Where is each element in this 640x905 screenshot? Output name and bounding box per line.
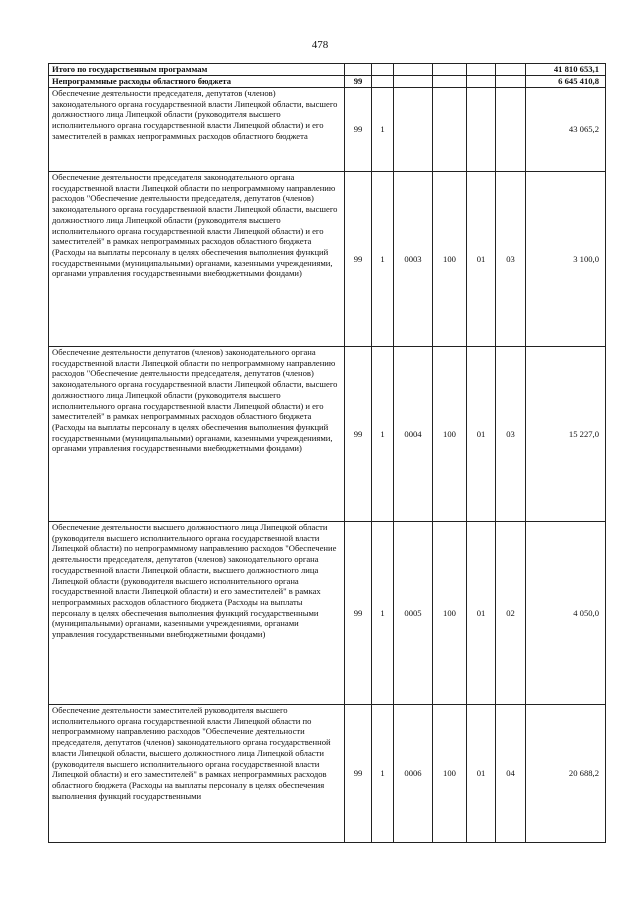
direction-code-cell xyxy=(394,88,433,172)
expense-type-cell: 100 xyxy=(433,347,467,522)
subprogram-code-cell: 1 xyxy=(372,88,394,172)
table-row xyxy=(49,705,606,843)
subsection-cell: 03 xyxy=(496,172,526,347)
program-code-cell: 99 xyxy=(345,88,372,172)
description-cell: Обеспечение деятельности депутатов (членов) законодательного органа государственной власти Липецкой области по непрограммному направлению расходов "Обеспечение деятельности председателя, депутатов (членов) законодательного органа государственной власти Липецкой области, высшего должностного лица Липецкой области (руководителя высшего исполнительного органа государственной власти Липецкой области) и его заместителей" в рамках непрограммных расходов областного бюджета (Расходы на выплаты персоналу в целях обеспечения выполнения функций государственными (муниципальными) органами, казенными учреждениями, органами управления государственными внебюджетными фондами) xyxy=(49,347,345,522)
subsection-cell: 03 xyxy=(496,347,526,522)
direction-code-cell: 0004 xyxy=(394,347,433,522)
subprogram-code-cell: 1 xyxy=(372,522,394,705)
summary-label: Итого по государственным программам xyxy=(49,64,345,76)
amount-cell: 20 688,2 xyxy=(526,705,606,843)
amount-cell: 41 810 653,1 xyxy=(526,64,606,76)
description-cell: Обеспечение деятельности высшего должностного лица Липецкой области (руководителя высшего исполнительного органа государственной власти Липецкой области) по непрограммному направлению расходов "Обеспечение деятельности председателя, депутатов (членов) законодательного органа государственной власти Липецкой области, высшего должностного лица Липецкой области (руководителя высшего исполнительного органа государственной власти Липецкой области) и его заместителей" в рамках непрограммных расходов областного бюджета (Расходы на выплаты персоналу в целях обеспечения выполнения функций государственными (муниципальными) органами, казенными учреждениями, органами управления государственными внебюджетными фондами) xyxy=(49,522,345,705)
direction-code-cell: 0005 xyxy=(394,522,433,705)
amount-cell: 6 645 410,8 xyxy=(526,76,606,88)
direction-code-cell: 0006 xyxy=(394,705,433,843)
table-row xyxy=(49,347,606,522)
subsection-cell: 02 xyxy=(496,522,526,705)
description-cell: Обеспечение деятельности заместителей руководителя высшего исполнительного органа государственной власти Липецкой области по непрограммному направлению расходов "Обеспечение деятельности председателя, депутатов (членов) законодательного органа государственной власти Липецкой области, высшего должностного лица Липецкой области (руководителя высшего исполнительного органа государственной власти Липецкой области) и его заместителей" в рамках непрограммных расходов областного бюджета (Расходы на выплаты персоналу в целях обеспечения выполнения функций государственными xyxy=(49,705,345,843)
section-cell: 01 xyxy=(467,172,496,347)
direction-code-cell: 0003 xyxy=(394,172,433,347)
subprogram-code-cell: 1 xyxy=(372,347,394,522)
description-cell: Обеспечение деятельности председателя, депутатов (членов) законодательного органа государственной власти Липецкой области, высшего должностного лица Липецкой области (руководителя высшего исполнительного органа государственной власти Липецкой области) и его заместителей в рамках непрограммных расходов областного бюджета xyxy=(49,88,345,172)
expense-type-cell: 100 xyxy=(433,172,467,347)
program-code-cell: 99 xyxy=(345,705,372,843)
program-code-cell: 99 xyxy=(345,347,372,522)
subprogram-code-cell: 1 xyxy=(372,172,394,347)
expense-type-cell: 100 xyxy=(433,705,467,843)
subsection-cell xyxy=(496,88,526,172)
expense-type-cell xyxy=(433,88,467,172)
description-cell: Обеспечение деятельности председателя законодательного органа государственной власти Липецкой области по непрограммному направлению расходов "Обеспечение деятельности председателя, депутатов (членов) законодательного органа государственной власти Липецкой области, высшего должностного лица Липецкой области (руководителя высшего исполнительного органа государственной власти Липецкой области) и его заместителей" в рамках непрограммных расходов областного бюджета (Расходы на выплаты персоналу в целях обеспечения выполнения функций государственными (муниципальными) органами, казенными учреждениями, органами управления государственными внебюджетными фондами) xyxy=(49,172,345,347)
amount-cell: 15 227,0 xyxy=(526,347,606,522)
program-code-cell: 99 xyxy=(345,522,372,705)
expense-type-cell: 100 xyxy=(433,522,467,705)
summary-row-programs xyxy=(49,64,606,76)
amount-cell: 4 050,0 xyxy=(526,522,606,705)
table-row xyxy=(49,522,606,705)
section-cell: 01 xyxy=(467,347,496,522)
summary-label: Непрограммные расходы областного бюджета xyxy=(49,76,345,88)
code-cell: 99 xyxy=(345,76,372,88)
summary-row-nonprogram xyxy=(49,76,606,88)
table-row xyxy=(49,172,606,347)
budget-table xyxy=(48,63,606,843)
amount-cell: 43 065,2 xyxy=(526,88,606,172)
section-cell: 01 xyxy=(467,522,496,705)
section-cell xyxy=(467,88,496,172)
amount-cell: 3 100,0 xyxy=(526,172,606,347)
subsection-cell: 04 xyxy=(496,705,526,843)
subprogram-code-cell: 1 xyxy=(372,705,394,843)
program-code-cell: 99 xyxy=(345,172,372,347)
page-number: 478 xyxy=(311,39,329,51)
code-cell xyxy=(345,64,372,76)
section-cell: 01 xyxy=(467,705,496,843)
table-row xyxy=(49,88,606,172)
